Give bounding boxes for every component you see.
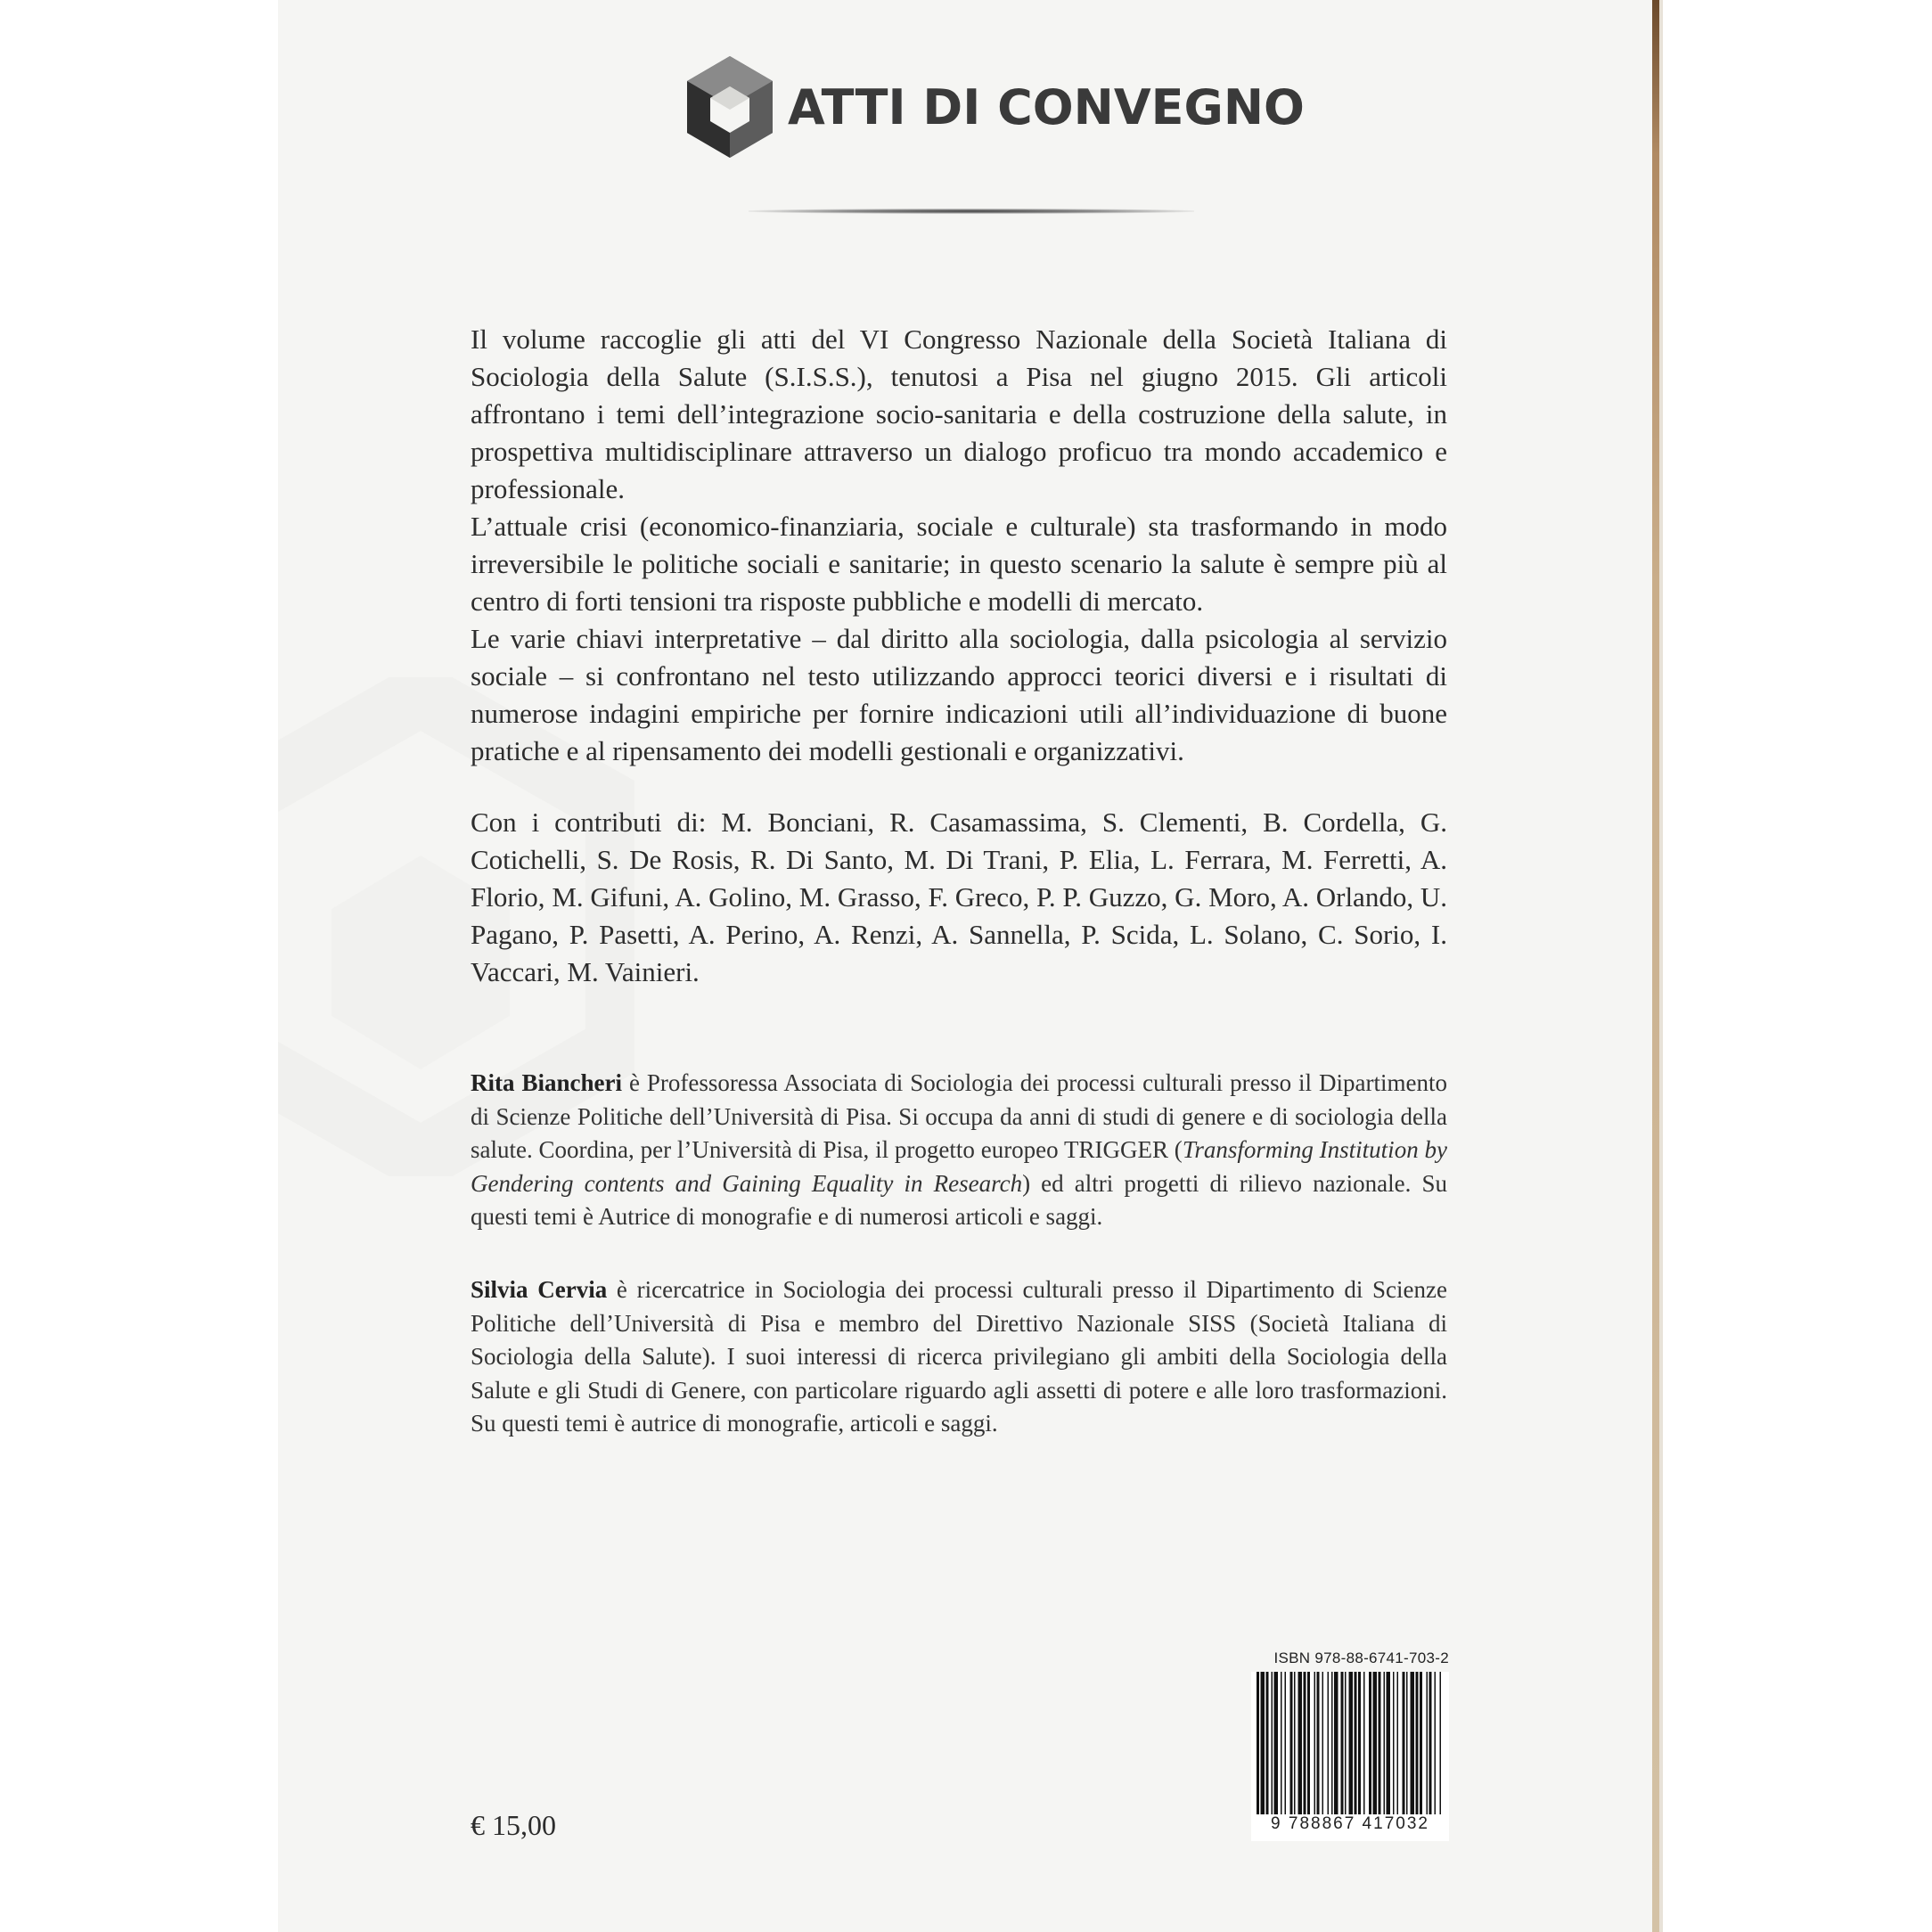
series-title: ATTI DI CONVEGNO	[788, 78, 1305, 135]
project-title: Transforming Institution by Gendering contents and Gaining Equality in Research	[471, 1136, 1447, 1197]
bio-text: è Professoressa Associata di Sociologia dei processi culturali presso il Dipartimento di Scienze Politiche dell’Università di Pisa. Si occupa da anni di studi di genere e di sociologia della salute. Coordina, per l’Università di Pisa, il progetto europeo TRIGGER (	[471, 1069, 1447, 1163]
contributors-list	[471, 804, 1447, 991]
contributors-text: Con i contributi di: M. Bonciani, R. Casamassima, S. Clementi, B. Cordella, G. Cotichelli, S. De Rosis, R. Di Santo, M. Di Trani, P. Elia, L. Ferrara, M. Ferretti, A. Florio, M. Gifuni, A. Golino, M. Grasso, F. Greco, P. P. Guzzo, G. Moro, A. Orlando, U. Pagano, P. Pasetti, A. Perino, A. Renzi, A. Sannella, P. Scida, L. Solano, C. Sorio, I. Vaccari, M. Vainieri.	[471, 806, 1447, 987]
bio-text: ) ed altri progetti di rilievo nazionale. Su questi temi è Autrice di monografie e di numerosi articoli e saggi.	[471, 1169, 1447, 1230]
barcode-bars	[1251, 1672, 1449, 1830]
author-name: Silvia Cervia	[471, 1276, 608, 1303]
decorative-divider	[749, 209, 1194, 214]
description-paragraph: Il volume raccoglie gli atti del VI Congresso Nazionale della Società Italiana di Sociologia della Salute (S.I.S.S.), tenutosi a Pisa nel giugno 2015. Gli articoli affrontano i temi dell’integrazione socio-sanitaria e della costruzione della salute, in prospettiva multidisciplinare attraverso un dialogo proficuo tra mondo accademico e professionale.	[471, 323, 1447, 504]
book-description	[471, 321, 1447, 770]
book-page-edge	[1659, 0, 1663, 1932]
series-logo	[684, 53, 1305, 160]
price: € 15,00	[471, 1809, 556, 1841]
author-name: Rita Biancheri	[471, 1069, 622, 1096]
author-bio-biancheri	[471, 1067, 1447, 1234]
description-paragraph: Le varie chiavi interpretative – dal diritto alla sociologia, dalla psicologia al servizio sociale – si confrontano nel testo utilizzando approcci teorici diversi e i risultati di numerose indagini empiriche per fornire indicazioni utili all’individuazione di buone pratiche e al ripensamento dei modelli gestionali e organizzativi.	[471, 623, 1447, 766]
description-paragraph: L’attuale crisi (economico-finanziaria, sociale e culturale) sta trasformando in modo irreversibile le politiche sociali e sanitarie; in questo scenario la salute è sempre più al centro di forti tensioni tra risposte pubbliche e modelli di mercato.	[471, 511, 1447, 617]
hexagon-cube-icon	[684, 54, 775, 160]
book-spine-edge	[1652, 0, 1659, 1932]
barcode-digits: 9 788867 417032	[1251, 1814, 1449, 1834]
author-bio-cervia	[471, 1273, 1447, 1441]
bio-text: è ricercatrice in Sociologia dei processi culturali presso il Dipartimento di Scienze Politiche dell’Università di Pisa e membro del Direttivo Nazionale SISS (Società Italiana di Sociologia della Salute). I suoi interessi di ricerca privilegiano gli ambiti della Sociologia della Salute e gli Studi di Genere, con particolare riguardo agli assetti di potere e alle loro trasformazioni. Su questi temi è autrice di monografie, articoli e saggi.	[471, 1276, 1447, 1437]
isbn-label: ISBN 978-88-6741-703-2	[1273, 1650, 1449, 1666]
